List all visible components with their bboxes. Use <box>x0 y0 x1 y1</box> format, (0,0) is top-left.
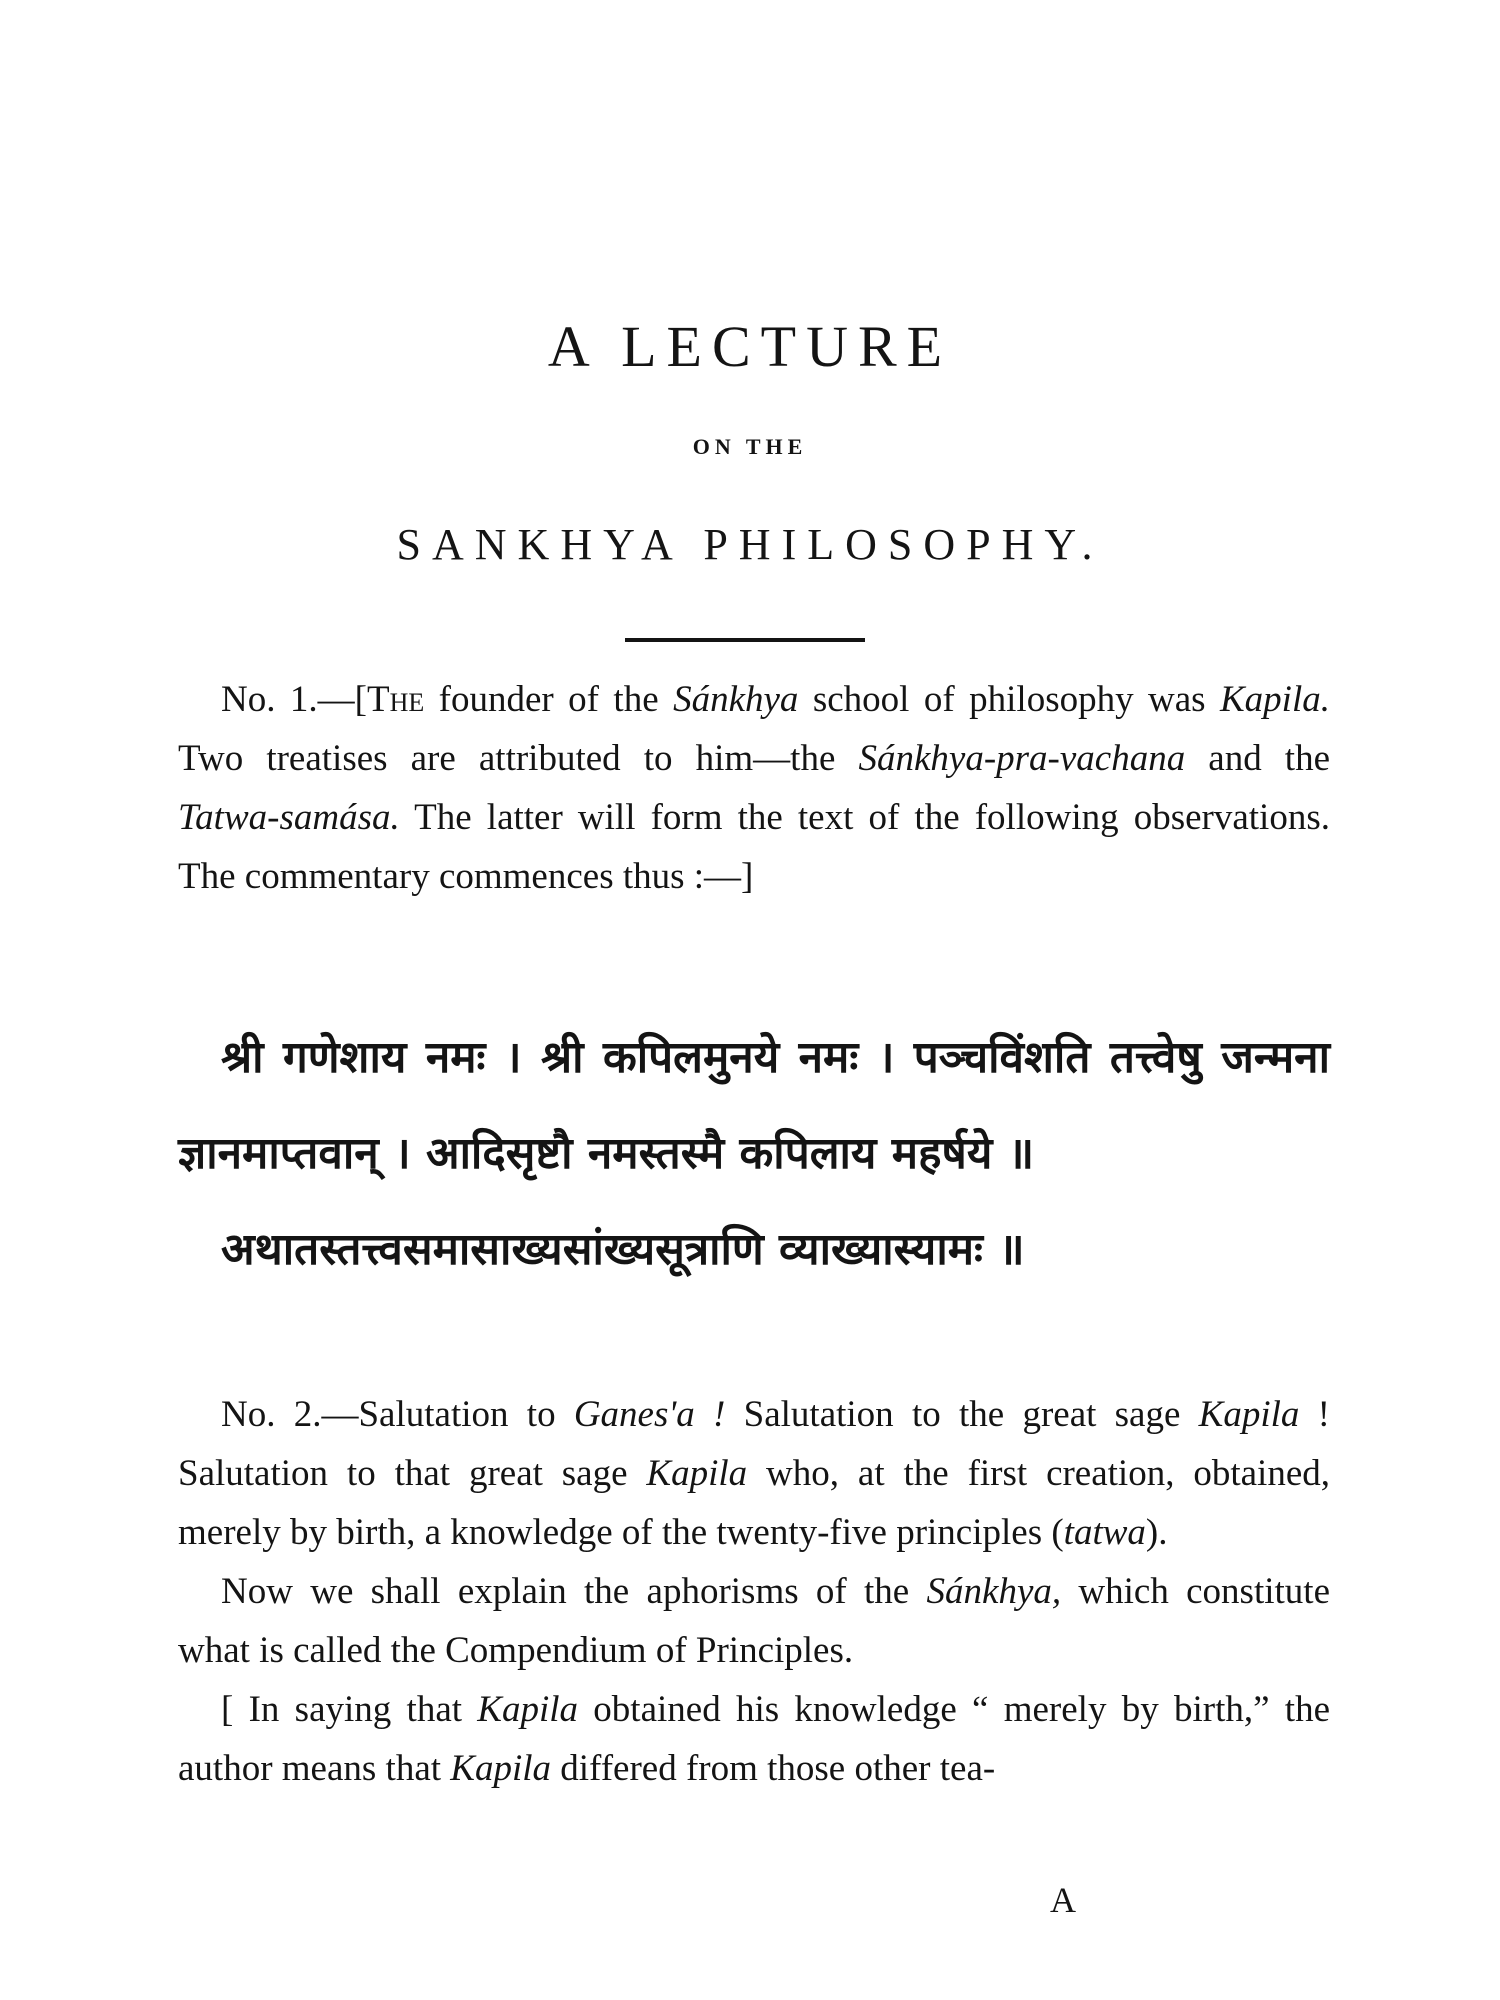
page-title: A LECTURE <box>547 314 953 379</box>
paragraph-no-2 <box>178 1385 1330 1562</box>
title-connector: ON THE <box>692 434 808 459</box>
text-run: Kapila <box>646 1453 748 1494</box>
text-run: Now we shall explain the aphorisms of the <box>221 1571 927 1612</box>
text-run: founder of the <box>424 679 674 720</box>
text-run: Sánkhya <box>673 679 799 720</box>
text-run: who, at the first creation, obtained, merely by birth, a knowledge of the twenty-five principles ( <box>178 1453 1331 1553</box>
text-run: Sánkhya-pra-vachana <box>858 738 1186 779</box>
text-run: which constitute what is called the Compendium of Principles. <box>178 1571 1330 1671</box>
text-run: Salutation to the great sage <box>725 1394 1199 1435</box>
text-run: No. 2.—Salutation to <box>221 1394 574 1435</box>
text-run: and the <box>1185 738 1330 779</box>
sanskrit-block <box>178 1010 1330 1298</box>
sanskrit-verse: श्री गणेशाय नमः । श्री कपिलमुनये नमः । पञ्चविंशति तत्त्वेषु जन्मना ज्ञानमाप्तवान् । आदिसृष्टौ नमस्तस्मै कपिलाय महर्षये ॥ <box>178 1032 1330 1179</box>
text-run: Sánkhya, <box>926 1571 1062 1612</box>
text-run: No. 1.—[ <box>221 679 367 720</box>
signature-mark: A <box>1050 1880 1076 1920</box>
text-run: Tatwa-samása. <box>178 797 400 838</box>
text-run: differed from those other tea- <box>551 1748 996 1789</box>
text-run: school of philosophy was <box>798 679 1220 720</box>
text-run: Kapila <box>450 1748 552 1789</box>
title-rule <box>625 638 865 642</box>
text-run: ). <box>1145 1512 1168 1553</box>
paragraph-commentary <box>178 1680 1330 1798</box>
text-run: ! Salutation to that great sage <box>178 1394 1330 1494</box>
text-run: Kapila <box>477 1689 579 1730</box>
text-run: The latter will form the text of the following observations. The commentary commences thus :—] <box>178 797 1330 897</box>
page-subtitle: SANKHYA PHILOSOPHY. <box>396 520 1104 569</box>
text-run: Kapila. <box>1220 679 1330 720</box>
text-run: obtained his knowledge “ merely by birth,” the author means that <box>178 1689 1330 1789</box>
body-text-1 <box>178 670 1330 906</box>
sanskrit-aphorism: अथातस्तत्त्वसमासाख्यसांख्यसूत्राणि व्याख्यास्यामः ॥ <box>221 1224 1025 1275</box>
text-run: The <box>366 679 425 720</box>
paragraph-aphorisms <box>178 1562 1330 1680</box>
body-text-2 <box>178 1385 1330 1798</box>
paragraph-no-1 <box>178 670 1330 906</box>
text-run: Kapila <box>1198 1394 1300 1435</box>
text-run: Two treatises are attributed to him—the <box>178 738 859 779</box>
text-run: tatwa <box>1063 1512 1146 1553</box>
text-run: Ganes'a ! <box>573 1394 726 1435</box>
text-run: [ In saying that <box>221 1689 478 1730</box>
